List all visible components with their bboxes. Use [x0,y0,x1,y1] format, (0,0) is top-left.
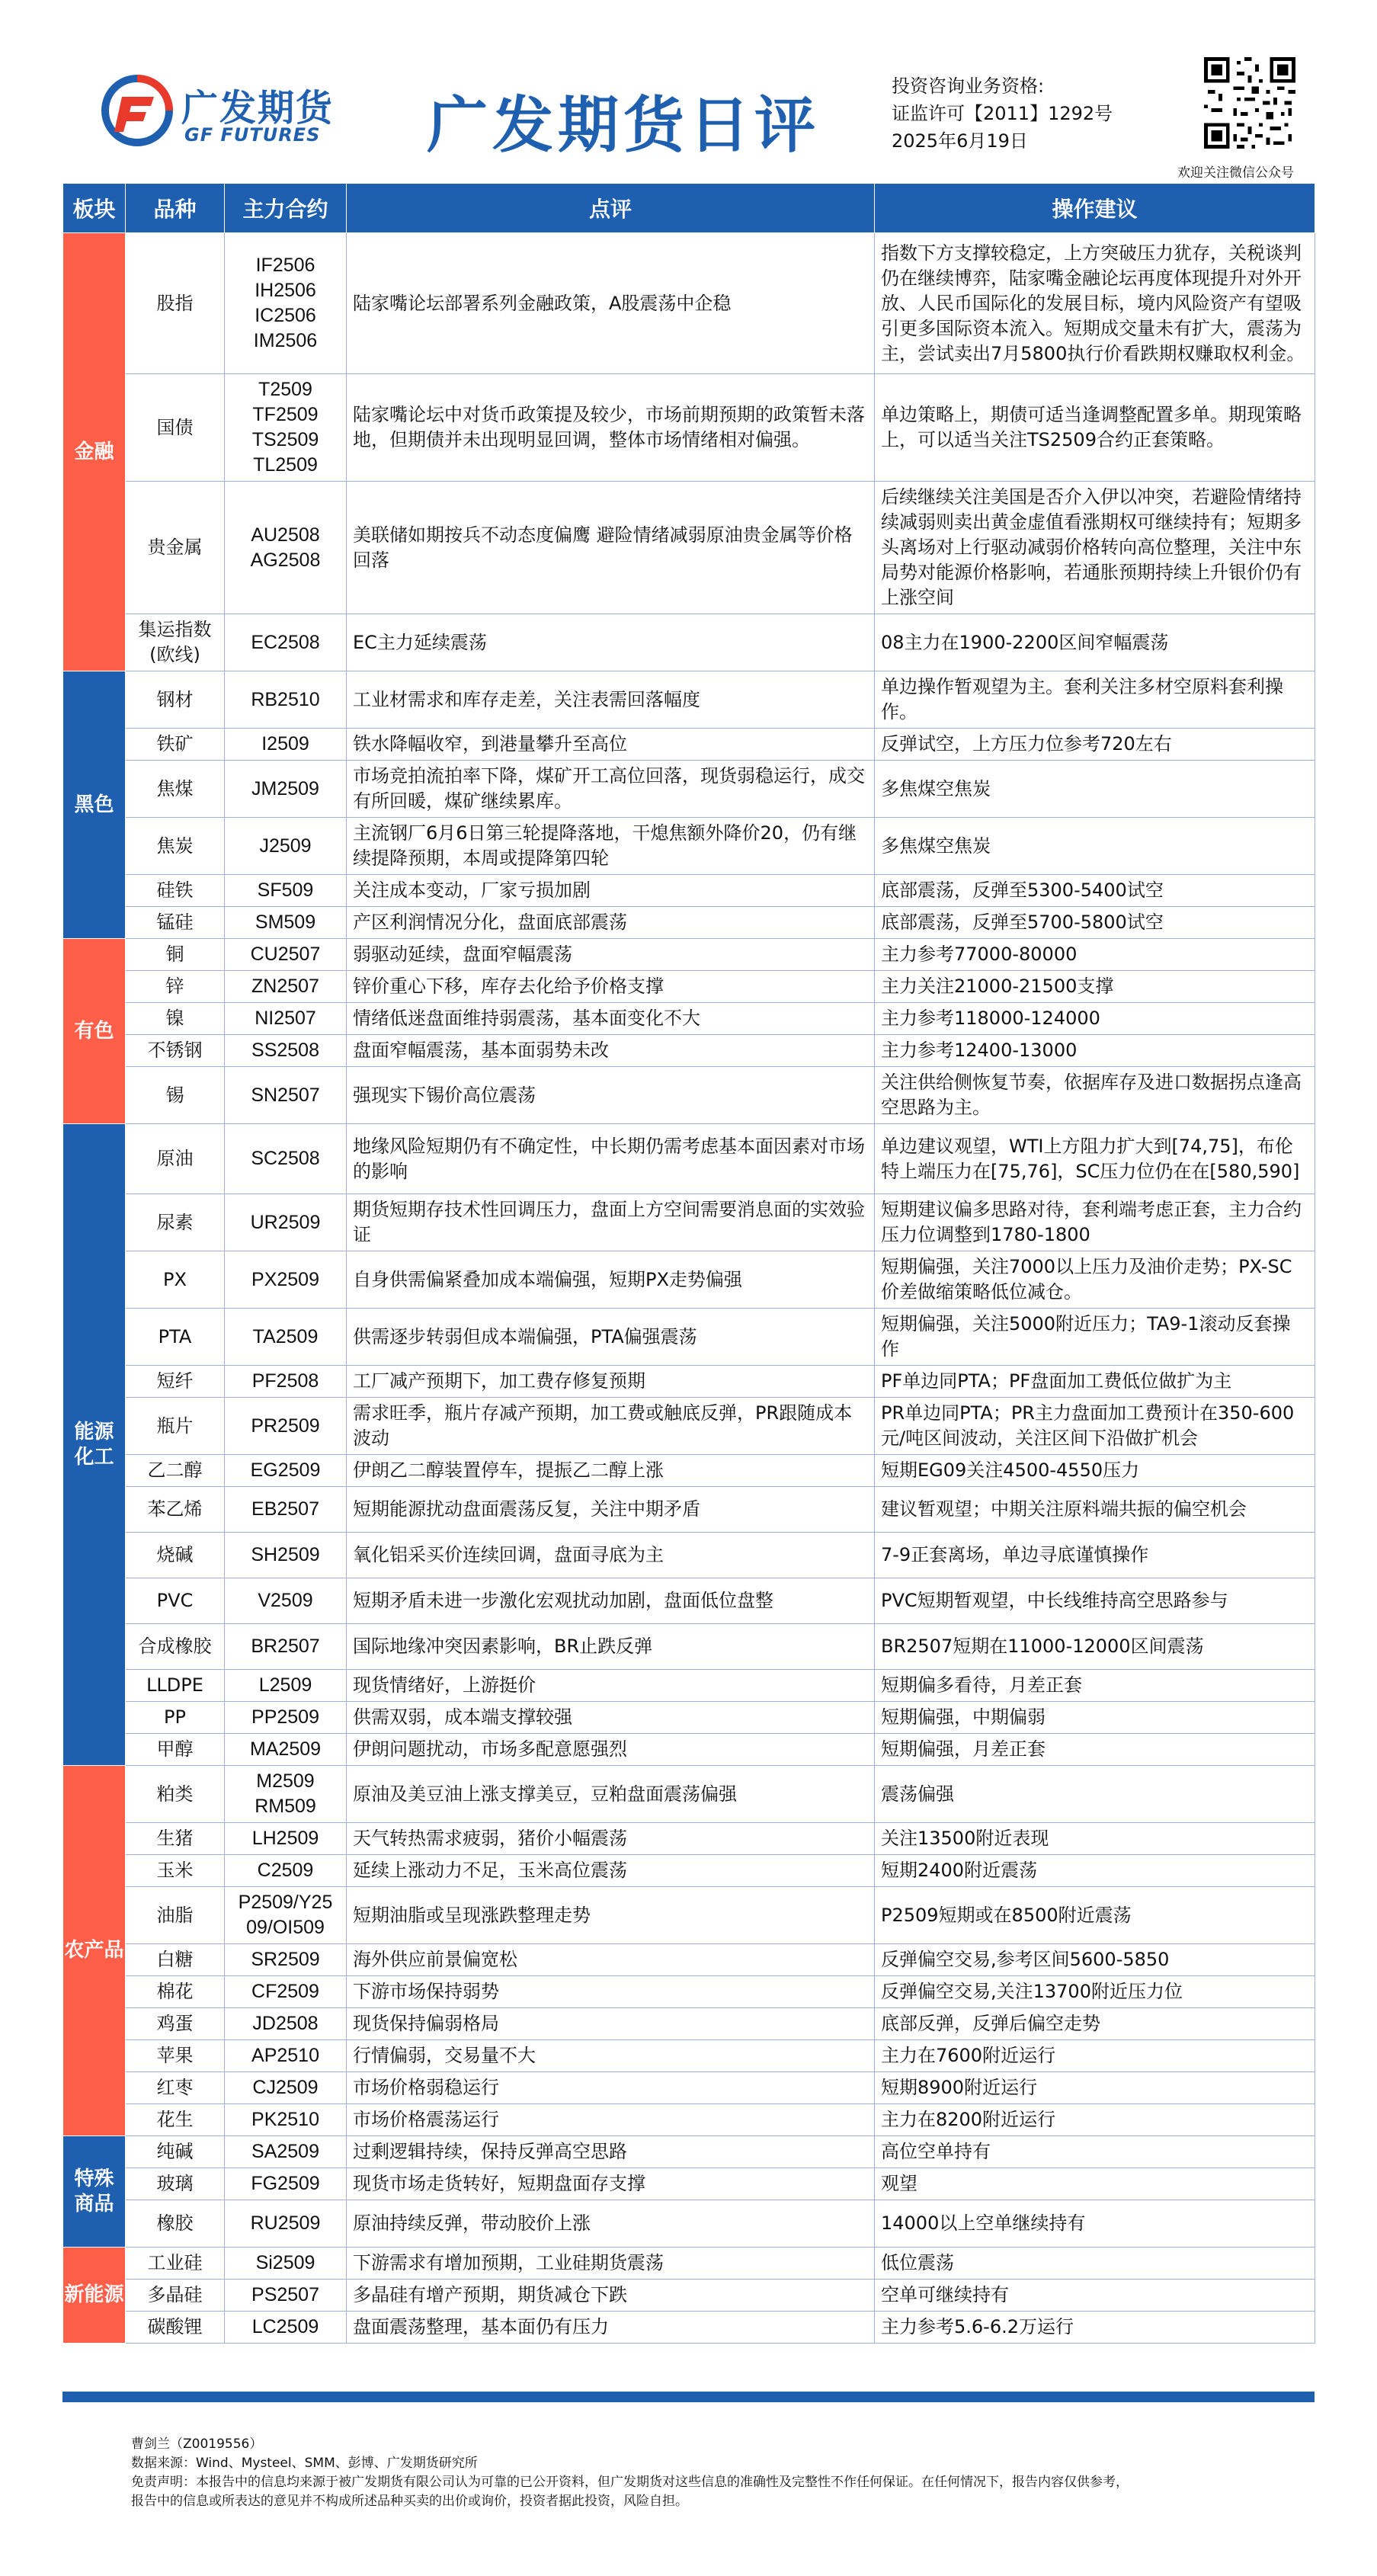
variety-cell: 玻璃 [126,2168,225,2200]
advice-cell: 短期偏强，关注5000附近压力；TA9-1滚动反套操作 [875,1309,1315,1366]
table-row [63,907,1315,939]
variety-cell: 碳酸锂 [126,2312,225,2344]
variety-cell: 短纤 [126,1366,225,1398]
contract-cell: AU2508 AG2508 [225,482,347,614]
table-row [63,2008,1315,2040]
contract-cell: CJ2509 [225,2072,347,2104]
contract-cell: PX2509 [225,1251,347,1309]
table-row [63,1823,1315,1855]
advice-cell: 空单可继续持有 [875,2280,1315,2312]
variety-cell: PTA [126,1309,225,1366]
variety-cell: 合成橡胶 [126,1624,225,1670]
contract-cell: LC2509 [225,2312,347,2344]
contract-cell: PR2509 [225,1398,347,1455]
contract-cell: EG2509 [225,1455,347,1487]
comment-cell: 自身供需偏紧叠加成本端偏强，短期PX走势偏强 [347,1251,875,1309]
logo-chinese-name: 广发期货 [181,87,335,130]
header-comment: 点评 [347,184,875,233]
variety-cell: 集运指数 (欧线) [126,614,225,671]
variety-cell: 橡胶 [126,2200,225,2248]
sector-cell: 金融 [63,233,126,671]
contract-cell: SA2509 [225,2136,347,2168]
comment-cell: 美联储如期按兵不动态度偏鹰 避险情绪减弱原油贵金属等价格回落 [347,482,875,614]
table-row [63,729,1315,761]
table-row [63,1766,1315,1823]
comment-cell: 铁水降幅收窄，到港量攀升至高位 [347,729,875,761]
comment-cell: 延续上涨动力不足，玉米高位震荡 [347,1855,875,1887]
comment-cell: 情绪低迷盘面维持弱震荡，基本面变化不大 [347,1003,875,1035]
contract-cell: M2509 RM509 [225,1766,347,1823]
variety-cell: 尿素 [126,1194,225,1251]
wechat-qr-code-icon [1204,57,1295,149]
variety-cell: PP [126,1702,225,1734]
contract-cell: I2509 [225,729,347,761]
table-row [63,1944,1315,1976]
header-variety: 品种 [126,184,225,233]
advice-cell: 短期EG09关注4500-4550压力 [875,1455,1315,1487]
advice-cell: 08主力在1900-2200区间窄幅震荡 [875,614,1315,671]
contract-cell: SM509 [225,907,347,939]
contract-cell: CU2507 [225,939,347,971]
advice-cell: 反弹偏空交易,参考区间5600-5850 [875,1944,1315,1976]
comment-cell: 下游需求有增加预期，工业硅期货震荡 [347,2248,875,2280]
comment-cell: 锌价重心下移，库存去化给予价格支撑 [347,971,875,1003]
table-row [63,233,1315,374]
sector-cell: 有色 [63,939,126,1124]
table-row [63,1309,1315,1366]
advice-cell: 14000以上空单继续持有 [875,2200,1315,2248]
table-row [63,2312,1315,2344]
sector-cell: 农产品 [63,1766,126,2136]
variety-cell: 焦煤 [126,761,225,818]
variety-cell: 铁矿 [126,729,225,761]
daily-review-table-container [62,183,1315,2344]
license-number: 证监许可【2011】1292号 [892,103,1113,124]
comment-cell: 工厂减产预期下，加工费存修复预期 [347,1366,875,1398]
variety-cell: 苹果 [126,2040,225,2072]
contract-cell: C2509 [225,1855,347,1887]
variety-cell: LLDPE [126,1670,225,1702]
comment-cell: 地缘风险短期仍有不确定性，中长期仍需考虑基本面因素对市场的影响 [347,1124,875,1194]
table-row [63,971,1315,1003]
comment-cell: 陆家嘴论坛部署系列金融政策，A股震荡中企稳 [347,233,875,374]
header-advice: 操作建议 [875,184,1315,233]
contract-cell: Si2509 [225,2248,347,2280]
table-row [63,939,1315,971]
table-bottom-band [62,2392,1315,2402]
disclaimer-line: 报告中的信息或所表达的意见并不构成所述品种买卖的出价或询价，投资者据此投资，风险自担。 [131,2494,688,2509]
table-row [63,1702,1315,1734]
advice-cell: 多焦煤空焦炭 [875,818,1315,875]
contract-cell: SR2509 [225,1944,347,1976]
table-row [63,482,1315,614]
contract-cell: T2509 TF2509 TS2509 TL2509 [225,374,347,482]
contract-cell: UR2509 [225,1194,347,1251]
sector-cell: 新能源 [63,2248,126,2344]
table-row [63,1003,1315,1035]
sector-cell: 能源 化工 [63,1124,126,1766]
variety-cell: 原油 [126,1124,225,1194]
table-row [63,2040,1315,2072]
author: 曹剑兰（Z0019556） [131,2437,263,2452]
contract-cell: NI2507 [225,1003,347,1035]
variety-cell: 玉米 [126,1855,225,1887]
contract-cell: EB2507 [225,1487,347,1533]
contract-cell: IF2506 IH2506 IC2506 IM2506 [225,233,347,374]
variety-cell: PVC [126,1578,225,1624]
advice-cell: 短期偏强，月差正套 [875,1734,1315,1766]
contract-cell: PK2510 [225,2104,347,2136]
contract-cell: RB2510 [225,671,347,729]
contract-cell: PF2508 [225,1366,347,1398]
comment-cell: EC主力延续震荡 [347,614,875,671]
variety-cell: 乙二醇 [126,1455,225,1487]
contract-cell: PS2507 [225,2280,347,2312]
comment-cell: 现货保持偏弱格局 [347,2008,875,2040]
contract-cell: SF509 [225,875,347,907]
contract-cell: TA2509 [225,1309,347,1366]
advice-cell: 底部反弹，反弹后偏空走势 [875,2008,1315,2040]
contract-cell: SH2509 [225,1533,347,1578]
daily-review-table [62,183,1315,2344]
table-row [63,671,1315,729]
comment-cell: 下游市场保持弱势 [347,1976,875,2008]
contract-cell: J2509 [225,818,347,875]
table-body [63,233,1315,2344]
table-row [63,1366,1315,1398]
variety-cell: 铜 [126,939,225,971]
advice-cell: 短期2400附近震荡 [875,1855,1315,1887]
comment-cell: 伊朗问题扰动，市场多配意愿强烈 [347,1734,875,1766]
advice-cell: PVC短期暂观望，中长线维持高空思路参与 [875,1578,1315,1624]
company-logo [99,72,358,156]
variety-cell: 锰硅 [126,907,225,939]
comment-cell: 产区利润情况分化，盘面底部震荡 [347,907,875,939]
variety-cell: 多晶硅 [126,2280,225,2312]
advice-cell: PF单边同PTA；PF盘面加工费低位做扩为主 [875,1366,1315,1398]
variety-cell: 不锈钢 [126,1035,225,1067]
advice-cell: 指数下方支撑较稳定，上方突破压力犹存，关税谈判仍在继续博弈，陆家嘴金融论坛再度体现提升对外开放、人民币国际化的发展目标，境内风险资产有望吸引更多国际资本流入。短期成交量未有扩大，震荡为主，尝试卖出7月5800执行价看跌期权赚取权利金。 [875,233,1315,374]
data-source: 数据来源：Wind、Mysteel、SMM、彭博、广发期货研究所 [131,2456,478,2471]
page-header [0,0,1377,183]
advice-cell: 短期8900附近运行 [875,2072,1315,2104]
contract-cell: JM2509 [225,761,347,818]
table-row [63,2248,1315,2280]
advice-cell: 7-9正套离场，单边寻底谨慎操作 [875,1533,1315,1578]
variety-cell: 鸡蛋 [126,2008,225,2040]
comment-cell: 市场竞拍流拍率下降，煤矿开工高位回落，现货弱稳运行，成交有所回暖，煤矿继续累库。 [347,761,875,818]
variety-cell: 生猪 [126,1823,225,1855]
contract-cell: V2509 [225,1578,347,1624]
comment-cell: 供需逐步转弱但成本端偏强，PTA偏强震荡 [347,1309,875,1366]
advice-cell: 低位震荡 [875,2248,1315,2280]
variety-cell: 纯碱 [126,2136,225,2168]
advice-cell: 建议暂观望；中期关注原料端共振的偏空机会 [875,1487,1315,1533]
comment-cell: 现货市场走货转好，短期盘面存支撑 [347,2168,875,2200]
advice-cell: 主力参考5.6-6.2万运行 [875,2312,1315,2344]
table-row [63,614,1315,671]
advice-cell: 多焦煤空焦炭 [875,761,1315,818]
page-footer [131,2435,1129,2511]
table-row [63,1734,1315,1766]
advice-cell: PR单边同PTA；PR主力盘面加工费预计在350-600元/吨区间波动，关注区间下沿做扩机会 [875,1398,1315,1455]
table-row [63,1487,1315,1533]
variety-cell: 锌 [126,971,225,1003]
qualification-info [892,72,1113,155]
comment-cell: 现货情绪好，上游挺价 [347,1670,875,1702]
table-row [63,1124,1315,1194]
comment-cell: 天气转热需求疲弱，猪价小幅震荡 [347,1823,875,1855]
variety-cell: 棉花 [126,1976,225,2008]
contract-cell: EC2508 [225,614,347,671]
contract-cell: ZN2507 [225,971,347,1003]
table-row [63,2104,1315,2136]
table-row [63,1887,1315,1944]
advice-cell: 主力参考12400-13000 [875,1035,1315,1067]
advice-cell: 短期偏强，关注7000以上压力及油价走势；PX-SC价差做缩策略低位减仓。 [875,1251,1315,1309]
comment-cell: 供需双弱，成本端支撑较强 [347,1702,875,1734]
advice-cell: 主力参考77000-80000 [875,939,1315,971]
variety-cell: 白糖 [126,1944,225,1976]
table-row [63,2136,1315,2168]
table-row [63,761,1315,818]
comment-cell: 短期能源扰动盘面震荡反复，关注中期矛盾 [347,1487,875,1533]
comment-cell: 氧化铝采买价连续回调，盘面寻底为主 [347,1533,875,1578]
variety-cell: 股指 [126,233,225,374]
contract-cell: L2509 [225,1670,347,1702]
comment-cell: 国际地缘冲突因素影响，BR止跌反弹 [347,1624,875,1670]
table-row [63,1251,1315,1309]
contract-cell: SN2507 [225,1067,347,1124]
table-row [63,1855,1315,1887]
comment-cell: 期货短期存技术性回调压力，盘面上方空间需要消息面的实效验证 [347,1194,875,1251]
comment-cell: 海外供应前景偏宽松 [347,1944,875,1976]
table-row [63,1035,1315,1067]
comment-cell: 盘面震荡整理，基本面仍有压力 [347,2312,875,2344]
advice-cell: 底部震荡，反弹至5300-5400试空 [875,875,1315,907]
qualification-line: 投资咨询业务资格: [892,75,1045,97]
variety-cell: 焦炭 [126,818,225,875]
header-sector: 板块 [63,184,126,233]
variety-cell: PX [126,1251,225,1309]
contract-cell: AP2510 [225,2040,347,2072]
comment-cell: 市场价格弱稳运行 [347,2072,875,2104]
table-row [63,1670,1315,1702]
advice-cell: 单边操作暂观望为主。套利关注多材空原料套利操作。 [875,671,1315,729]
advice-cell: 短期偏强，中期偏弱 [875,1702,1315,1734]
variety-cell: 硅铁 [126,875,225,907]
table-row [63,1533,1315,1578]
comment-cell: 弱驱动延续，盘面窄幅震荡 [347,939,875,971]
advice-cell: 主力在8200附近运行 [875,2104,1315,2136]
comment-cell: 短期油脂或呈现涨跌整理走势 [347,1887,875,1944]
variety-cell: 工业硅 [126,2248,225,2280]
table-row [63,2168,1315,2200]
table-header-row [63,184,1315,233]
comment-cell: 伊朗乙二醇装置停车，提振乙二醇上涨 [347,1455,875,1487]
table-row [63,1976,1315,2008]
table-row [63,2280,1315,2312]
advice-cell: 震荡偏强 [875,1766,1315,1823]
variety-cell: 甲醇 [126,1734,225,1766]
comment-cell: 市场价格震荡运行 [347,2104,875,2136]
variety-cell: 瓶片 [126,1398,225,1455]
advice-cell: 短期建议偏多思路对待，套利端考虑正套，主力合约压力位调整到1780-1800 [875,1194,1315,1251]
contract-cell: CF2509 [225,1976,347,2008]
sector-cell: 特殊 商品 [63,2136,126,2248]
advice-cell: BR2507短期在11000-12000区间震荡 [875,1624,1315,1670]
contract-cell: BR2507 [225,1624,347,1670]
gf-logo-icon [99,72,175,149]
comment-cell: 过剩逻辑持续，保持反弹高空思路 [347,2136,875,2168]
comment-cell: 原油持续反弹，带动胶价上涨 [347,2200,875,2248]
table-row [63,1398,1315,1455]
contract-cell: PP2509 [225,1702,347,1734]
contract-cell: RU2509 [225,2200,347,2248]
variety-cell: 油脂 [126,1887,225,1944]
comment-cell: 强现实下锡价高位震荡 [347,1067,875,1124]
qr-caption: 欢迎关注微信公众号 [1177,165,1294,181]
advice-cell: 单边策略上，期债可适当逢调整配置多单。期现策略上，可以适当关注TS2509合约正套策略。 [875,374,1315,482]
contract-cell: P2509/Y25 09/OI509 [225,1887,347,1944]
advice-cell: 反弹偏空交易,关注13700附近压力位 [875,1976,1315,2008]
comment-cell: 主流钢厂6月6日第三轮提降落地，干熄焦额外降价20，仍有继续提降预期，本周或提降第四轮 [347,818,875,875]
table-row [63,1455,1315,1487]
variety-cell: 红枣 [126,2072,225,2104]
advice-cell: P2509短期或在8500附近震荡 [875,1887,1315,1944]
advice-cell: 主力关注21000-21500支撑 [875,971,1315,1003]
variety-cell: 苯乙烯 [126,1487,225,1533]
table-row [63,374,1315,482]
contract-cell: LH2509 [225,1823,347,1855]
table-row [63,1194,1315,1251]
advice-cell: 关注供给侧恢复节奏，依据库存及进口数据拐点逢高空思路为主。 [875,1067,1315,1124]
comment-cell: 多晶硅有增产预期，期货减仓下跌 [347,2280,875,2312]
report-date: 2025年6月19日 [892,130,1028,152]
disclaimer-line: 免责声明：本报告中的信息均来源于被广发期货有限公司认为可靠的已公开资料，但广发期货对这些信息的准确性及完整性不作任何保证。在任何情况下，报告内容仅供参考， [131,2475,1129,2490]
advice-cell: 反弹试空，上方压力位参考720左右 [875,729,1315,761]
variety-cell: 锡 [126,1067,225,1124]
variety-cell: 钢材 [126,671,225,729]
table-row [63,1067,1315,1124]
advice-cell: 底部震荡，反弹至5700-5800试空 [875,907,1315,939]
comment-cell: 关注成本变动，厂家亏损加剧 [347,875,875,907]
advice-cell: 高位空单持有 [875,2136,1315,2168]
table-row [63,875,1315,907]
contract-cell: SC2508 [225,1124,347,1194]
advice-cell: 主力参考118000-124000 [875,1003,1315,1035]
variety-cell: 花生 [126,2104,225,2136]
comment-cell: 工业材需求和库存走差，关注表需回落幅度 [347,671,875,729]
comment-cell: 行情偏弱，交易量不大 [347,2040,875,2072]
table-row [63,1578,1315,1624]
contract-cell: MA2509 [225,1734,347,1766]
variety-cell: 国债 [126,374,225,482]
sector-cell: 黑色 [63,671,126,939]
variety-cell: 烧碱 [126,1533,225,1578]
table-row [63,2200,1315,2248]
variety-cell: 镍 [126,1003,225,1035]
header-contract: 主力合约 [225,184,347,233]
advice-cell: 后续继续关注美国是否介入伊以冲突，若避险情绪持续减弱则卖出黄金虚值看涨期权可继续持有；短期多头离场对上行驱动减弱价格转向高位整理，关注中东局势对能源价格影响，若通胀预期持续上升银价仍有上涨空间 [875,482,1315,614]
contract-cell: SS2508 [225,1035,347,1067]
advice-cell: 短期偏多看待，月差正套 [875,1670,1315,1702]
advice-cell: 主力在7600附近运行 [875,2040,1315,2072]
advice-cell: 观望 [875,2168,1315,2200]
advice-cell: 关注13500附近表现 [875,1823,1315,1855]
table-row [63,2072,1315,2104]
advice-cell: 单边建议观望，WTI上方阻力扩大到[74,75]，布伦特上端压力在[75,76]，SC压力位仍在在[580,590] [875,1124,1315,1194]
comment-cell: 陆家嘴论坛中对货币政策提及较少，市场前期预期的政策暂未落地，但期债并未出现明显回调，整体市场情绪相对偏强。 [347,374,875,482]
variety-cell: 贵金属 [126,482,225,614]
contract-cell: JD2508 [225,2008,347,2040]
page-title: 广发期货日评 [427,90,820,161]
comment-cell: 盘面窄幅震荡，基本面弱势未改 [347,1035,875,1067]
comment-cell: 需求旺季，瓶片存减产预期，加工费或触底反弹，PR跟随成本波动 [347,1398,875,1455]
variety-cell: 粕类 [126,1766,225,1823]
comment-cell: 短期矛盾未进一步激化宏观扰动加剧，盘面低位盘整 [347,1578,875,1624]
table-row [63,818,1315,875]
comment-cell: 原油及美豆油上涨支撑美豆，豆粕盘面震荡偏强 [347,1766,875,1823]
table-row [63,1624,1315,1670]
logo-english-name: GF FUTURES [184,124,321,146]
contract-cell: FG2509 [225,2168,347,2200]
